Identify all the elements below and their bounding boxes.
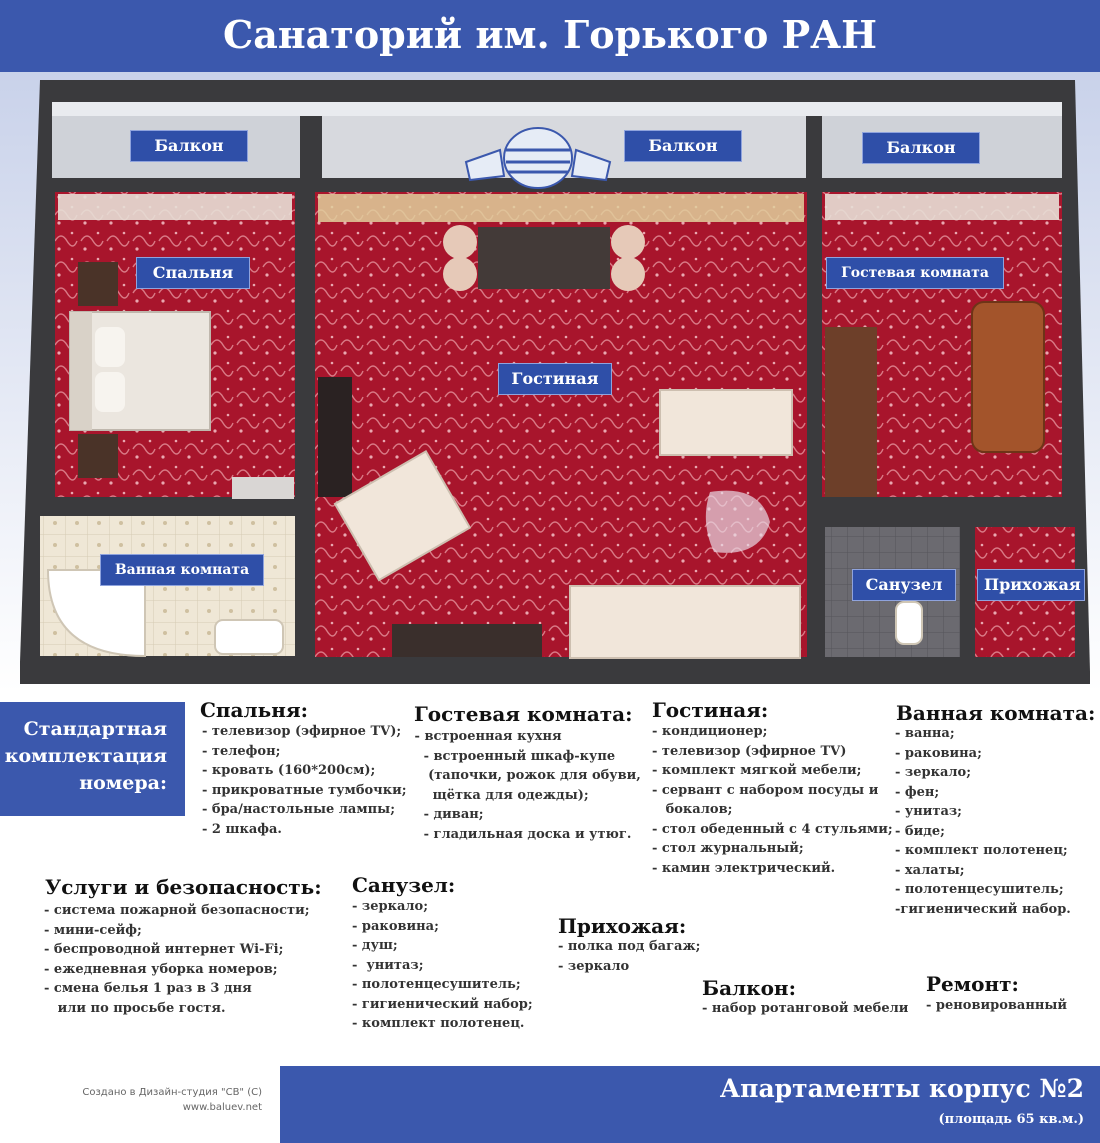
guest-sofa bbox=[972, 302, 1044, 452]
sofa bbox=[570, 586, 800, 658]
section-title-bedroom: Спальня: bbox=[200, 698, 308, 722]
section-title-wc: Санузел: bbox=[352, 873, 456, 897]
standard-equipment-banner: Стандартная комплектация номера: bbox=[0, 702, 185, 816]
design-credit bbox=[50, 1085, 262, 1115]
bathroom-sink bbox=[215, 620, 283, 654]
armchair bbox=[660, 390, 792, 455]
label-balcony-right: Балкон bbox=[862, 132, 980, 164]
section-list-bathroom: - ванна; - раковина; - зеркало; - фен; - унитаз; - биде; - комплект полотенец; - халаты; - полотенцесушитель; -гигиенический набор. bbox=[895, 726, 1071, 917]
dining-table bbox=[478, 227, 610, 289]
section-title-balcony: Балкон: bbox=[702, 976, 796, 1000]
nightstand-top bbox=[78, 262, 118, 306]
credit-studio: Создано в Дизайн-студия "СВ" (С) bbox=[82, 1087, 262, 1098]
label-bedroom: Спальня bbox=[136, 257, 250, 289]
bed-pillow-1 bbox=[95, 327, 125, 367]
section-title-living-room: Гостиная: bbox=[652, 698, 769, 722]
dining-chair bbox=[611, 225, 645, 259]
section-list-living-room: - кондиционер; - телевизор (эфирное TV) - комплект мягкой мебели; - сервант с набором посуды и бокалов; - стол обеденный с 4 стульями; - стол журнальный; - камин электрический. bbox=[652, 724, 893, 876]
balcony-table bbox=[504, 128, 572, 188]
label-wc: Санузел bbox=[852, 569, 956, 601]
label-hallway: Прихожая bbox=[977, 569, 1085, 601]
dining-chair bbox=[611, 257, 645, 291]
section-list-services: - система пожарной безопасности; - мини-сейф; - беспроводной интернет Wi-Fi; - ежедневная уборка номеров; - смена белья 1 раз в 3 дня или по просьбе гостя. bbox=[44, 903, 310, 1016]
section-list-balcony: - набор ротанговой мебели bbox=[702, 1001, 909, 1016]
balcony-railing bbox=[52, 102, 1062, 116]
fireplace-tv-stand bbox=[318, 377, 352, 497]
header-banner bbox=[0, 0, 1100, 72]
section-list-wc: - зеркало; - раковина; - душ; - унитаз; - полотенцесушитель; - гигиенический набор; - комплект полотенец. bbox=[352, 899, 533, 1031]
label-living-room: Гостиная bbox=[498, 363, 612, 395]
section-title-repair: Ремонт: bbox=[926, 972, 1019, 996]
guest-room-curtains bbox=[825, 194, 1059, 220]
apartment-title: Апартаменты корпус №2 bbox=[719, 1074, 1084, 1103]
living-room-curtains bbox=[318, 194, 804, 222]
bed-headboard bbox=[70, 312, 92, 430]
dining-chair bbox=[443, 225, 477, 259]
section-list-guest-room: - встроенная кухня - встроенный шкаф-купе (тапочки, рожок для обуви, щётка для одежды); - диван; - гладильная доска и утюг. bbox=[414, 729, 641, 842]
section-list-hallway: - полка под багаж; - зеркало bbox=[558, 939, 701, 974]
label-bathroom: Ванная комната bbox=[100, 554, 264, 586]
bedroom-wardrobe bbox=[232, 477, 294, 499]
label-balcony-left: Балкон bbox=[130, 130, 248, 162]
apartment-area: (площадь 65 кв.м.) bbox=[938, 1112, 1084, 1127]
section-title-bathroom: Ванная комната: bbox=[896, 701, 1096, 725]
apartment-banner bbox=[280, 1066, 1100, 1143]
section-list-bedroom: - телевизор (эфирное TV); - телефон; - кровать (160*200см); - прикроватные тумбочки; - бра/настольные лампы; - 2 шкафа. bbox=[202, 724, 407, 837]
label-guest-room: Гостевая комната bbox=[826, 257, 1004, 289]
section-list-repair: - реновированный bbox=[926, 998, 1068, 1013]
bed-pillow-2 bbox=[95, 372, 125, 412]
section-title-hallway: Прихожая: bbox=[558, 914, 687, 938]
section-title-guest-room: Гостевая комната: bbox=[414, 702, 633, 726]
sideboard bbox=[392, 624, 542, 657]
guest-wardrobe bbox=[825, 327, 877, 497]
floor-plan bbox=[0, 72, 1100, 692]
wc-toilet bbox=[896, 602, 922, 644]
dining-chair bbox=[443, 257, 477, 291]
bedroom-curtains bbox=[58, 194, 292, 220]
nightstand-bottom bbox=[78, 434, 118, 478]
label-balcony-center: Балкон bbox=[624, 130, 742, 162]
page-title: Санаторий им. Горького РАН bbox=[222, 12, 878, 57]
credit-website: www.baluev.net bbox=[182, 1102, 262, 1113]
section-title-services: Услуги и безопасность: bbox=[45, 875, 322, 899]
